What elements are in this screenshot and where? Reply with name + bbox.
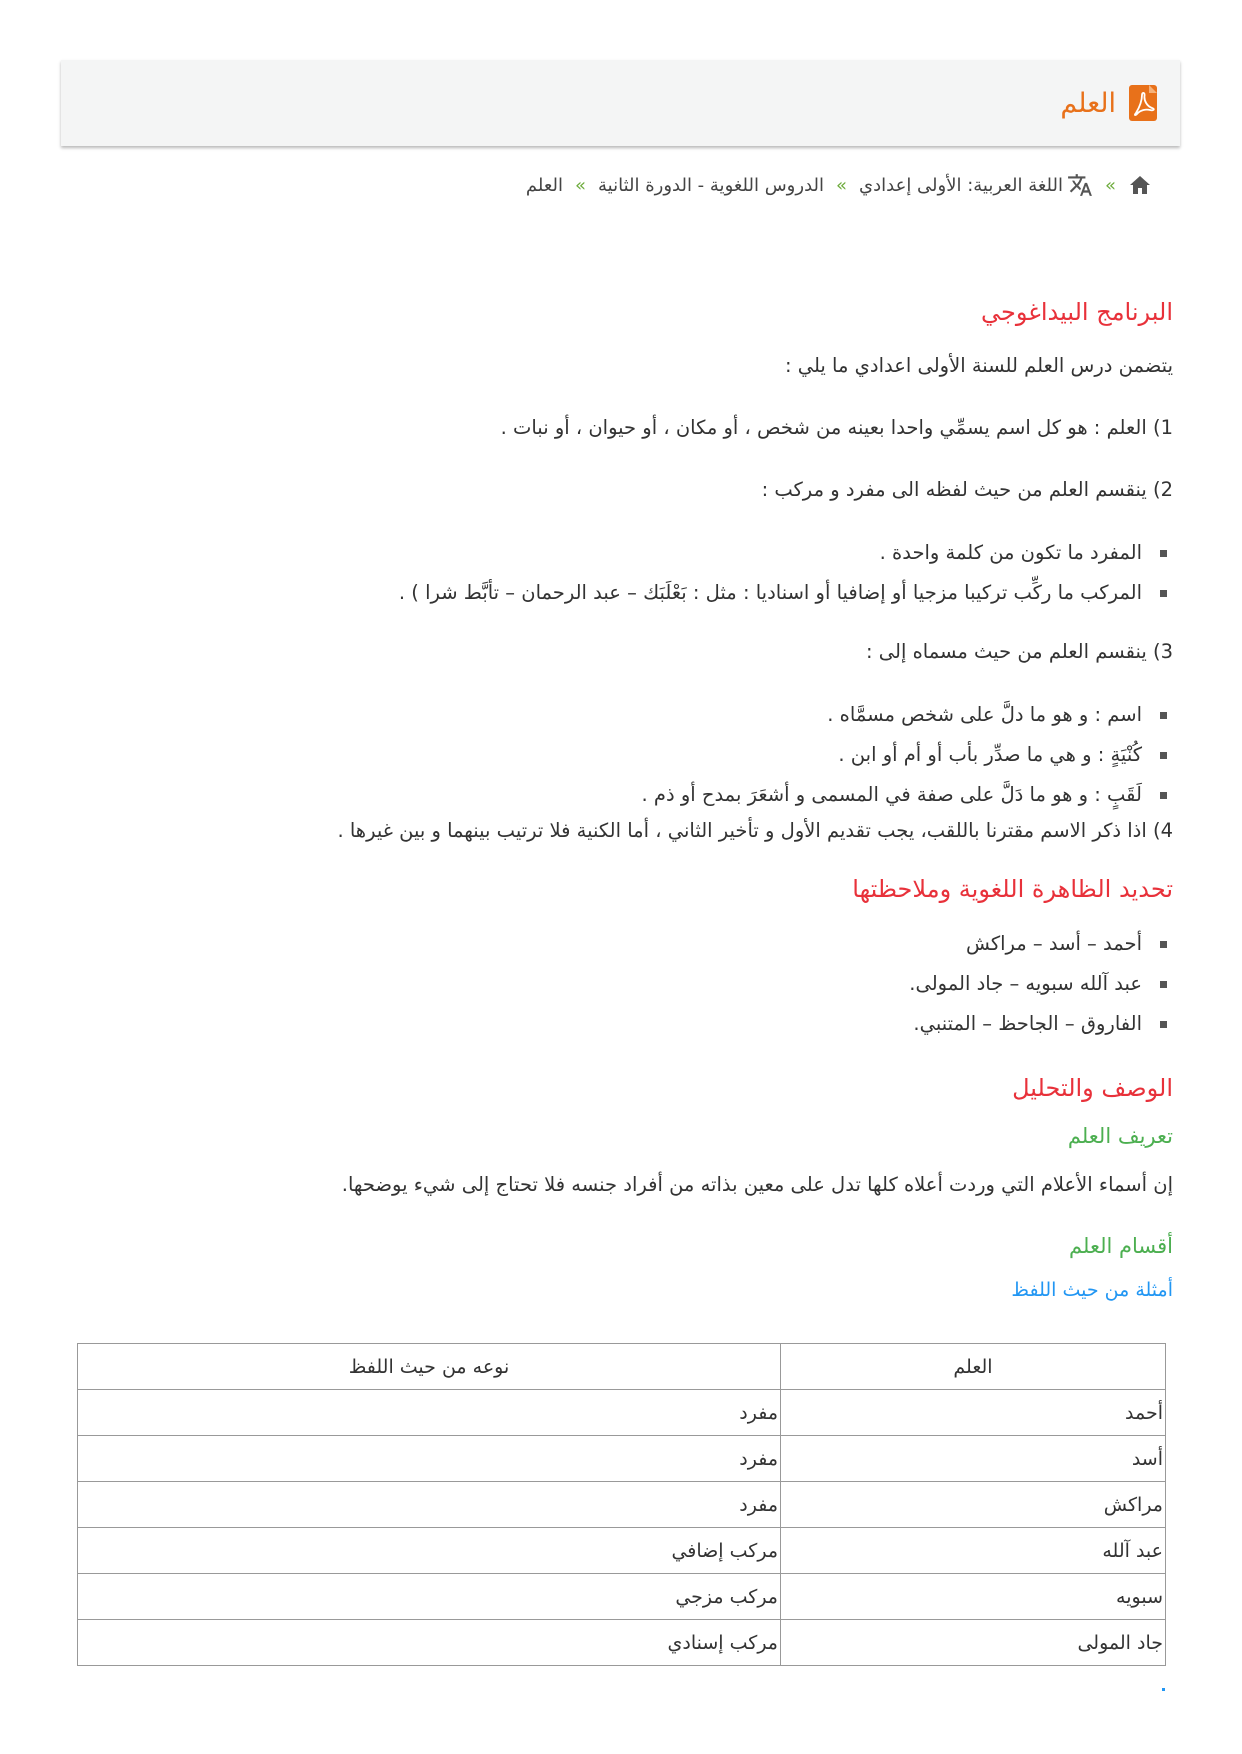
examples-table: [77, 1343, 1166, 1666]
table-row: [78, 1436, 1166, 1482]
table-cell: مراكش: [781, 1482, 1166, 1528]
table-cell: مفرد: [78, 1482, 781, 1528]
list-item: كُنْيَةٍ : و هي ما صدِّر بأب أو أم أو ابن .: [641, 735, 1173, 775]
list-item: المركب ما ركِّب تركيبا مزجيا أو إضافيا أو اسناديا : مثل : بَعْلَبَك – عبد الرحمان – تأبَّط شرا ) .: [399, 573, 1173, 613]
subsection-title-examples: أمثلة من حيث اللفظ: [1011, 1279, 1173, 1301]
section-title-analysis: الوصف والتحليل: [1012, 1074, 1173, 1102]
page-header: [61, 60, 1180, 146]
table-row: [78, 1528, 1166, 1574]
subsection-title-divisions: أقسام العلم: [1069, 1234, 1173, 1258]
breadcrumb-separator: »: [1104, 174, 1116, 196]
table-cell: أسد: [781, 1436, 1166, 1482]
list-item: الفاروق – الجاحظ – المتنبي.: [909, 1004, 1173, 1044]
table-cell: مركب إسنادي: [78, 1620, 781, 1666]
home-icon[interactable]: [1128, 173, 1152, 197]
column-header-type: نوعه من حيث اللفظ: [78, 1344, 781, 1390]
paragraph-3: 3) ينقسم العلم من حيث مسماه إلى :: [866, 640, 1173, 663]
paragraph-2: 2) ينقسم العلم من حيث لفظه الى مفرد و مركب :: [761, 478, 1173, 501]
list-examples: [909, 924, 1173, 1044]
list-item: أحمد – أسد – مراكش: [909, 924, 1173, 964]
table-header-row: [78, 1344, 1166, 1390]
table-row: [78, 1390, 1166, 1436]
section-title-phenomenon: تحديد الظاهرة اللغوية وملاحظتها: [852, 875, 1173, 903]
breadcrumb-item-arabic[interactable]: اللغة العربية: الأولى إعدادي: [859, 174, 1063, 196]
table-cell: جاد المولى: [781, 1620, 1166, 1666]
list-item: لَقَبٍ : و هو ما دَلَّ على صفة في المسمى و أشعَرَ بمدح أو ذم .: [641, 775, 1173, 815]
intro-text: يتضمن درس العلم للسنة الأولى اعدادي ما يلي :: [784, 354, 1173, 377]
section-title-program: البرنامج البيداغوجي: [981, 298, 1173, 326]
subsection-title-definition: تعريف العلم: [1067, 1124, 1173, 1148]
table-row: [78, 1620, 1166, 1666]
column-header-name: العلم: [781, 1344, 1166, 1390]
translate-icon: [1067, 172, 1093, 198]
table-cell: مركب مزجي: [78, 1574, 781, 1620]
table-row: [78, 1574, 1166, 1620]
breadcrumb-item-lessons[interactable]: الدروس اللغوية - الدورة الثانية: [598, 174, 825, 196]
pdf-icon[interactable]: [1128, 84, 1158, 122]
list-single-compound: [399, 533, 1173, 613]
table-cell: مفرد: [78, 1390, 781, 1436]
table-cell: مركب إضافي: [78, 1528, 781, 1574]
list-item: اسم : و هو ما دلَّ على شخص مسمَّاه .: [641, 695, 1173, 735]
table-cell: مفرد: [78, 1436, 781, 1482]
table-row: [78, 1482, 1166, 1528]
table-cell: عبد آلله: [781, 1528, 1166, 1574]
paragraph-4: 4) اذا ذكر الاسم مقترنا باللقب، يجب تقديم الأول و تأخير الثاني ، أما الكنية فلا ترتيب بينهما و بين غيرها .: [337, 819, 1173, 842]
breadcrumb-item-current: العلم: [525, 174, 563, 196]
footer-dot: [1162, 1688, 1165, 1691]
list-name-types: [641, 695, 1173, 815]
table-cell: أحمد: [781, 1390, 1166, 1436]
list-item: عبد آلله سبويه – جاد المولى.: [909, 964, 1173, 1004]
breadcrumb-separator: »: [836, 174, 848, 196]
table-cell: سبويه: [781, 1574, 1166, 1620]
page-title: العلم: [1060, 87, 1116, 119]
list-item: المفرد ما تكون من كلمة واحدة .: [399, 533, 1173, 573]
breadcrumb: [526, 168, 1152, 202]
paragraph-1: 1) العلم : هو كل اسم يسمِّي واحدا بعينه من شخص ، أو مكان ، أو حيوان ، أو نبات .: [500, 416, 1173, 439]
definition-text: إن أسماء الأعلام التي وردت أعلاه كلها تدل على معين بذاته من أفراد جنسه فلا تحتاج إلى شيء يوضحها.: [341, 1173, 1173, 1196]
breadcrumb-separator: »: [574, 174, 586, 196]
